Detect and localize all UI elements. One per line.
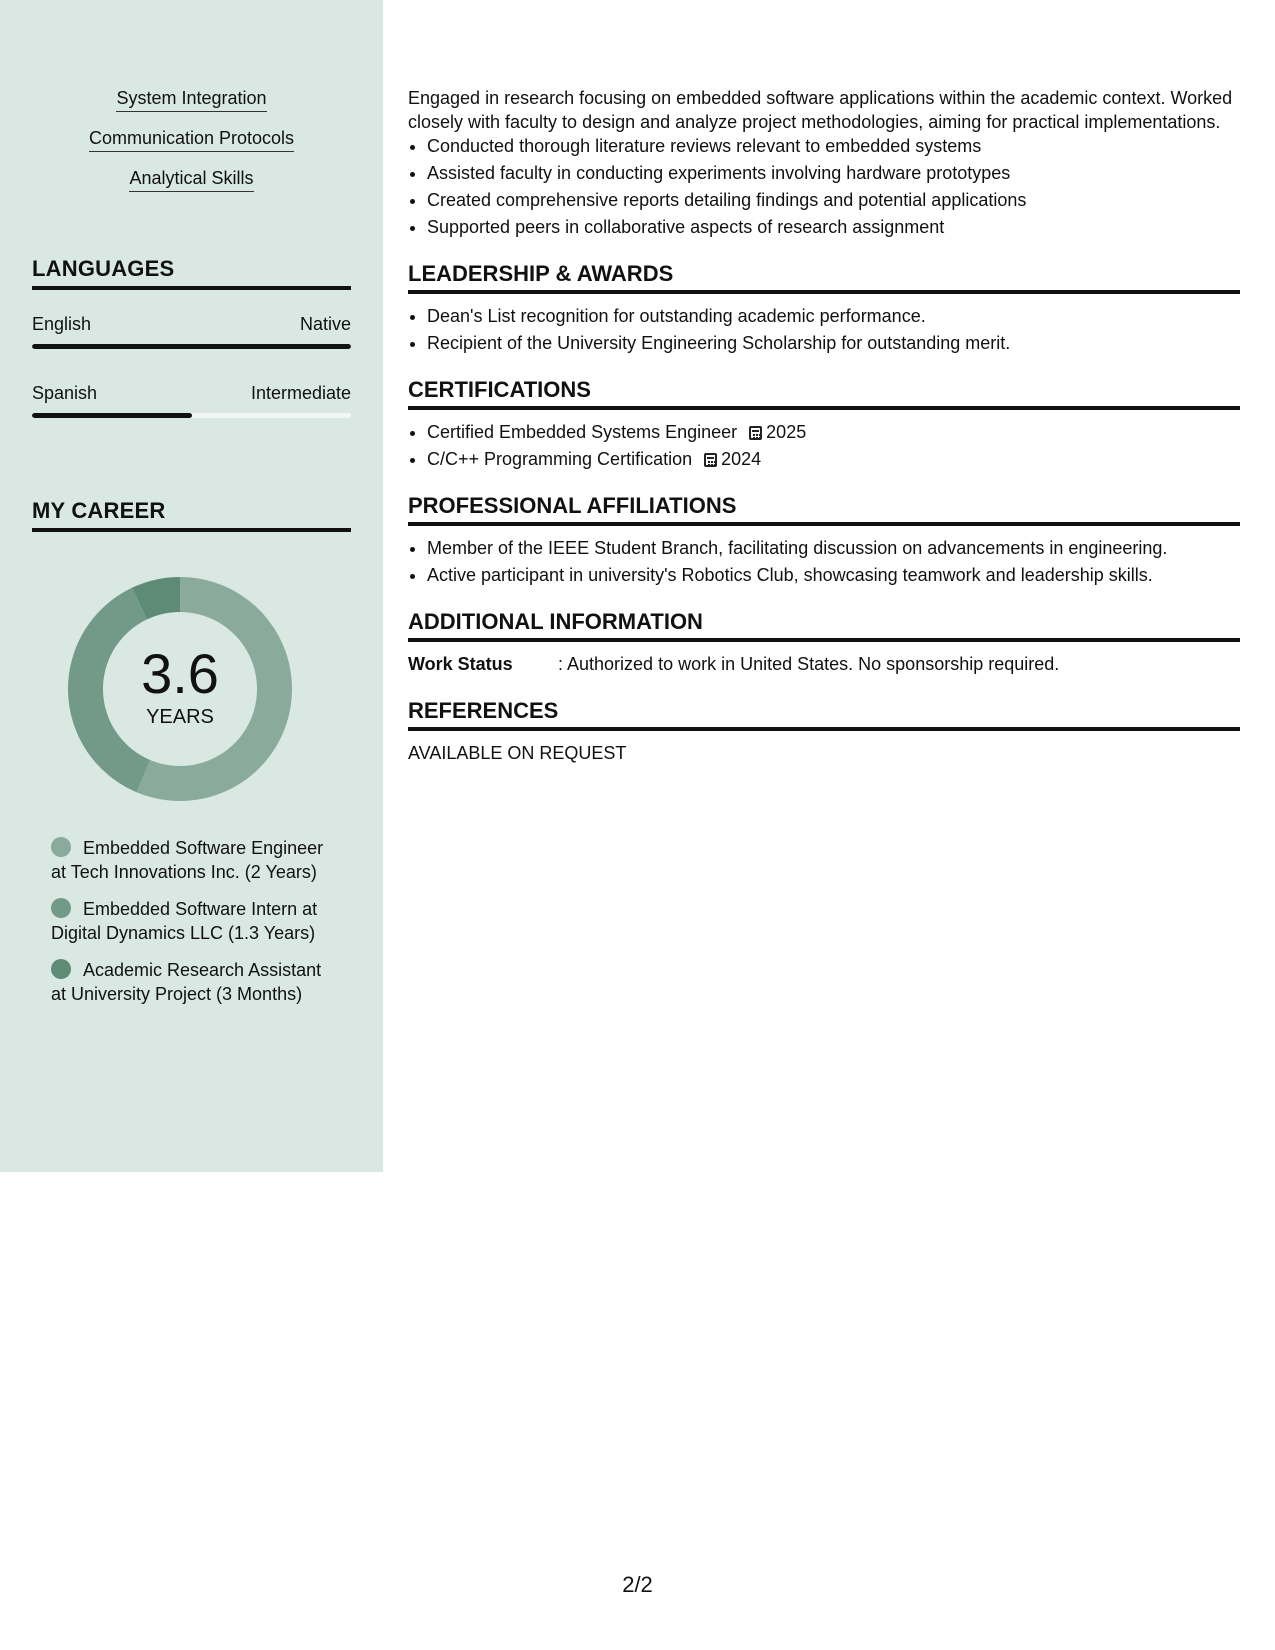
career-legend — [51, 836, 331, 1019]
skill-item: Communication Protocols — [89, 128, 294, 152]
leadership-heading: LEADERSHIP & AWARDS — [408, 261, 1240, 294]
certification-item — [427, 447, 1240, 471]
additional-info-heading: ADDITIONAL INFORMATION — [408, 609, 1240, 642]
certification-name: Certified Embedded Systems Engineer — [427, 422, 738, 442]
affiliations-heading: PROFESSIONAL AFFILIATIONS — [408, 493, 1240, 526]
career-total-years: 3.6 — [141, 641, 219, 705]
legend-label: Embedded Software Intern at Digital Dynamics LLC (1.3 Years) — [51, 899, 318, 943]
language-level: Native — [299, 314, 351, 334]
work-status-value: : Authorized to work in United States. No sponsorship required. — [558, 654, 1060, 674]
references-text: AVAILABLE ON REQUEST — [408, 743, 627, 763]
leadership-list — [408, 304, 1240, 355]
references-heading: REFERENCES — [408, 698, 1240, 731]
list-item: • Created comprehensive reports detailing findings and potential applications — [427, 188, 1240, 212]
career-donut-chart — [65, 574, 295, 804]
legend-item — [51, 897, 331, 945]
list-item: • Dean's List recognition for outstanding academic performance. — [427, 304, 1240, 328]
language-bar-fill — [32, 413, 192, 418]
certification-year: 2024 — [721, 449, 762, 469]
calendar-icon — [704, 453, 717, 467]
language-name: Spanish — [32, 383, 98, 403]
legend-item — [51, 958, 331, 1006]
calendar-icon — [749, 426, 762, 440]
legend-dot — [51, 898, 71, 918]
language-row — [32, 383, 351, 404]
list-item: • Conducted thorough literature reviews relevant to embedded systems — [427, 134, 1240, 158]
language-bar-fill — [32, 344, 351, 349]
list-item: • Recipient of the University Engineering Scholarship for outstanding merit. — [427, 331, 1240, 355]
research-bullets — [408, 134, 1240, 239]
legend-label: Embedded Software Engineer at Tech Innovations Inc. (2 Years) — [51, 838, 324, 882]
legend-label: Academic Research Assistant at University Project (3 Months) — [51, 960, 322, 1004]
skill-item: Analytical Skills — [129, 168, 253, 192]
language-row — [32, 314, 351, 335]
list-item: • Assisted faculty in conducting experiments involving hardware prototypes — [427, 161, 1240, 185]
legend-dot — [51, 959, 71, 979]
affiliations-list — [408, 536, 1240, 587]
certifications-heading: CERTIFICATIONS — [408, 377, 1240, 410]
page-number: 2/2 — [622, 1572, 653, 1597]
sidebar — [0, 0, 383, 1172]
language-level: Intermediate — [250, 383, 351, 403]
list-item: • Supported peers in collaborative aspects of research assignment — [427, 215, 1240, 239]
languages-heading: LANGUAGES — [32, 256, 351, 290]
certification-year: 2025 — [766, 422, 807, 442]
language-bar — [32, 344, 351, 349]
certification-item — [427, 420, 1240, 444]
research-intro: Engaged in research focusing on embedded software applications within the academic context. Worked closely with faculty to design and analyze project methodologies, aiming for practical implementations. — [408, 88, 1233, 132]
career-unit: YEARS — [146, 705, 214, 728]
certifications-list — [408, 420, 1240, 471]
main-content — [408, 86, 1240, 765]
skills-list — [32, 88, 351, 208]
legend-dot — [51, 837, 71, 857]
skill-item: System Integration — [116, 88, 266, 112]
certification-name: C/C++ Programming Certification — [427, 449, 693, 469]
language-name: English — [32, 314, 92, 334]
work-status-label: Work Status — [408, 654, 513, 674]
list-item: • Active participant in university's Robotics Club, showcasing teamwork and leadership skills. — [427, 563, 1240, 587]
legend-item — [51, 836, 331, 884]
language-bar — [32, 413, 351, 418]
list-item: • Member of the IEEE Student Branch, facilitating discussion on advancements in engineering. — [427, 536, 1240, 560]
career-heading: MY CAREER — [32, 498, 351, 532]
donut-center — [65, 574, 295, 804]
work-status-row — [408, 652, 1240, 676]
